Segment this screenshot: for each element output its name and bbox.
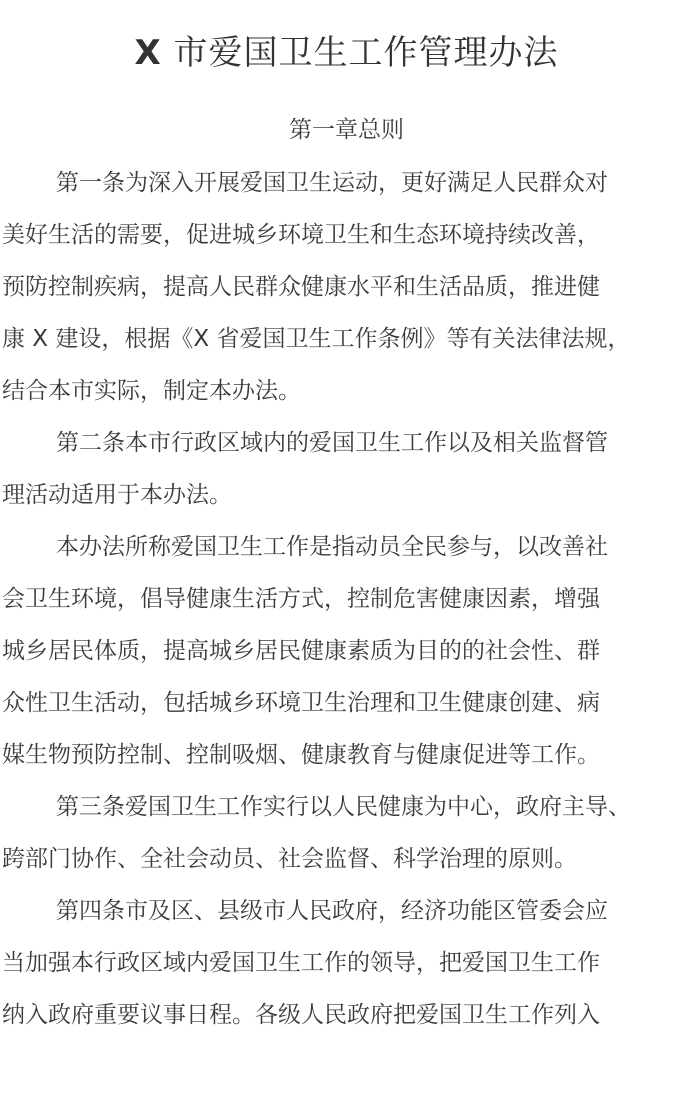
title-text: 市爱国卫生工作管理办法 <box>161 33 559 73</box>
body-line: 纳入政府重要议事日程。各级人民政府把爱国卫生工作列入 <box>2 1002 600 1028</box>
chapter-heading: 第一章总则 <box>289 117 404 143</box>
body-line: 城乡居民体质，提高城乡居民健康素质为目的的社会性、群 <box>2 638 600 664</box>
body-line: 众性卫生活动，包括城乡环境卫生治理和卫生健康创建、病 <box>2 690 600 716</box>
body-line: 美好生活的需要，促进城乡环境卫生和生态环境持续改善， <box>2 222 600 248</box>
body-line: 第三条爱国卫生工作实行以人民健康为中心，政府主导、 <box>56 794 631 820</box>
body-line: 第四条市及区、县级市人民政府，经济功能区管委会应 <box>56 898 608 924</box>
body-line: 结合本市实际，制定本办法。 <box>2 378 301 404</box>
body-line: 会卫生环境，倡导健康生活方式，控制危害健康因素，增强 <box>2 586 600 612</box>
body-line: 跨部门协作、全社会动员、社会监督、科学治理的原则。 <box>2 846 577 872</box>
document-body <box>2 157 691 1041</box>
body-line: 当加强本行政区域内爱国卫生工作的领导，把爱国卫生工作 <box>2 950 600 976</box>
body-line: 理活动适用于本办法。 <box>2 482 232 508</box>
body-line: 第一条为深入开展爱国卫生运动，更好满足人民群众对 <box>56 170 608 196</box>
body-line: 预防控制疾病，提高人民群众健康水平和生活品质，推进健 <box>2 274 600 300</box>
title-prefix: X <box>134 33 162 73</box>
body-line: 本办法所称爱国卫生工作是指动员全民参与，以改善社 <box>56 534 608 560</box>
body-line: 第二条本市行政区域内的爱国卫生工作以及相关监督管 <box>56 430 608 456</box>
body-line: 媒生物预防控制、控制吸烟、健康教育与健康促进等工作。 <box>2 742 600 768</box>
body-line: 康 X 建设，根据《X 省爱国卫生工作条例》等有关法律法规， <box>2 326 631 352</box>
document-title <box>0 30 693 76</box>
